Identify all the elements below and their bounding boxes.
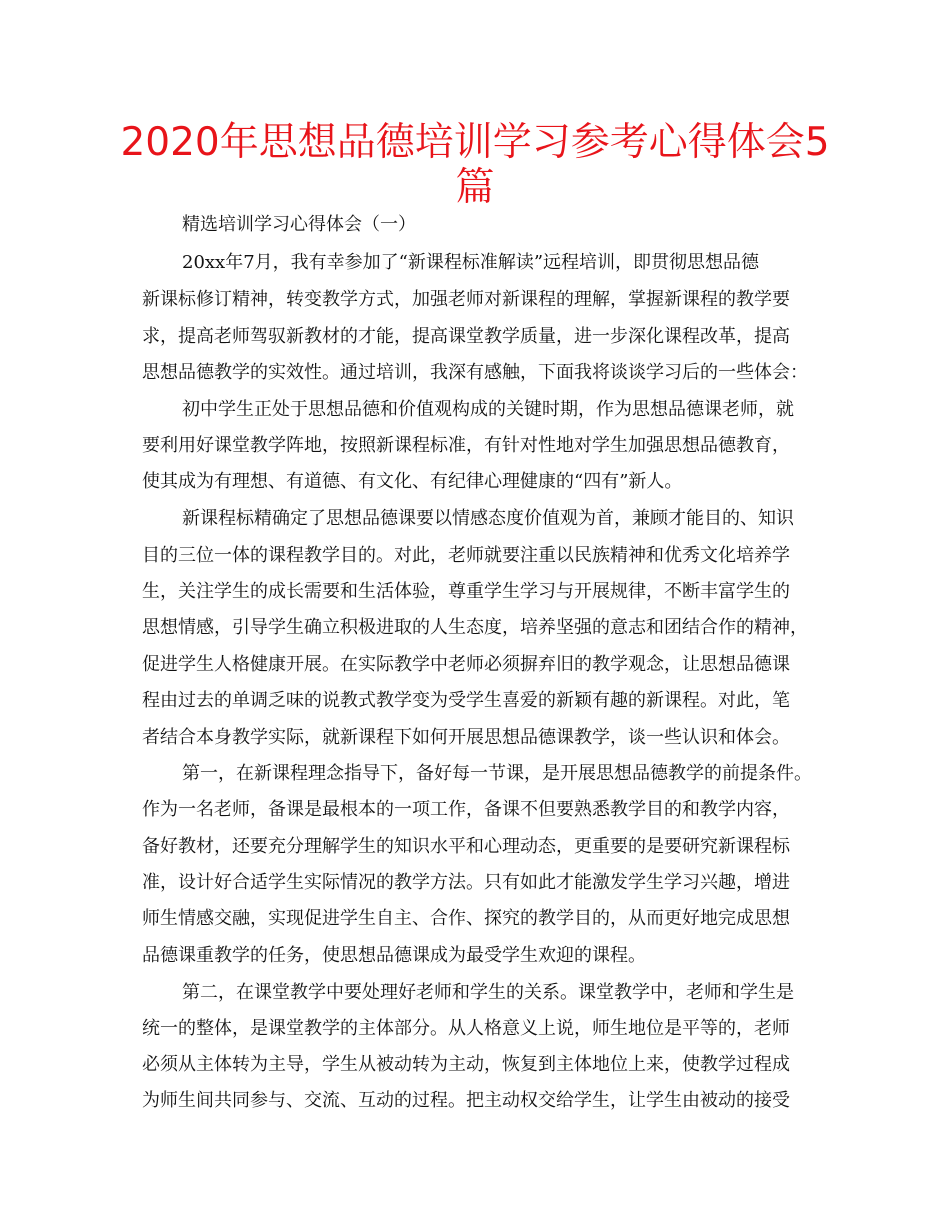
document-title: 2020年思想品德培训学习参考心得体会5 [120,120,830,165]
paragraph-line: 目的三位一体的课程教学目的。对此，老师就要注重以民族精神和优秀文化培养学 [142,545,790,566]
paragraph-line: 品德课重教学的任务，使思想品德课成为最受学生欢迎的课程。 [142,945,646,966]
section-heading: 精选培训学习心得体会（一） [182,214,416,235]
paragraph-line: 思想情感，引导学生确立积极进取的人生态度，培养坚强的意志和团结合作的精神， [142,617,808,638]
paragraph-line: 思想品德教学的实效性。通过培训，我深有感触，下面我将谈谈学习后的一些体会： [142,362,808,383]
paragraph-line: 程由过去的单调乏味的说教式教学变为受学生喜爱的新颖有趣的新课程。对此，笔 [142,690,790,711]
paragraph-line: 求，提高老师驾驭新教材的才能，提高课堂教学质量，进一步深化课程改革，提高 [142,326,790,347]
paragraph-line: 准，设计好合适学生实际情况的教学方法。只有如此才能激发学生学习兴趣，增进 [142,872,790,893]
paragraph-line: 统一的整体，是课堂教学的主体部分。从人格意义上说，师生地位是平等的，老师 [142,1018,790,1039]
paragraph-line: 作为一名老师，备课是最根本的一项工作，备课不但要熟悉教学目的和教学内容， [142,799,790,820]
paragraph-line: 备好教材，还要充分理解学生的知识水平和心理动态，更重要的是要研究新课程标 [142,836,790,857]
document-title-continuation: 篇 [455,165,495,210]
paragraph-line: 必须从主体转为主导，学生从被动转为主动，恢复到主体地位上来，使教学过程成 [142,1054,790,1075]
paragraph-line: 新课程标精确定了思想品德课要以情感态度价值观为首，兼顾才能目的、知识 [182,508,794,529]
paragraph-line: 新课标修订精神，转变教学方式，加强老师对新课程的理解，掌握新课程的教学要 [142,289,790,310]
paragraph-line: 第二，在课堂教学中要处理好老师和学生的关系。课堂教学中，老师和学生是 [182,982,794,1003]
paragraph-line: 为师生间共同参与、交流、互动的过程。把主动权交给学生，让学生由被动的接受 [142,1090,790,1111]
paragraph-line: 生，关注学生的成长需要和生活体验，尊重学生学习与开展规律，不断丰富学生的 [142,581,790,602]
paragraph-line: 初中学生正处于思想品德和价值观构成的关键时期，作为思想品德课老师，就 [182,399,794,420]
paragraph-line: 者结合本身教学实际，就新课程下如何开展思想品德课教学，谈一些认识和体会。 [142,727,790,748]
paragraph-line: 促进学生人格健康开展。在实际教学中老师必须摒弃旧的教学观念，让思想品德课 [142,654,790,675]
paragraph-line: 师生情感交融，实现促进学生自主、合作、探究的教学目的，从而更好地完成思想 [142,908,790,929]
paragraph-line: 20xx年7月，我有幸参加了“新课程标准解读”远程培训，即贯彻思想品德 [182,252,760,273]
paragraph-line: 第一，在新课程理念指导下，备好每一节课，是开展思想品德教学的前提条件。 [182,763,812,784]
paragraph-line: 要利用好课堂教学阵地，按照新课程标准，有针对性地对学生加强思想品德教育， [142,435,790,456]
paragraph-line: 使其成为有理想、有道德、有文化、有纪律心理健康的“四有”新人。 [142,471,683,492]
